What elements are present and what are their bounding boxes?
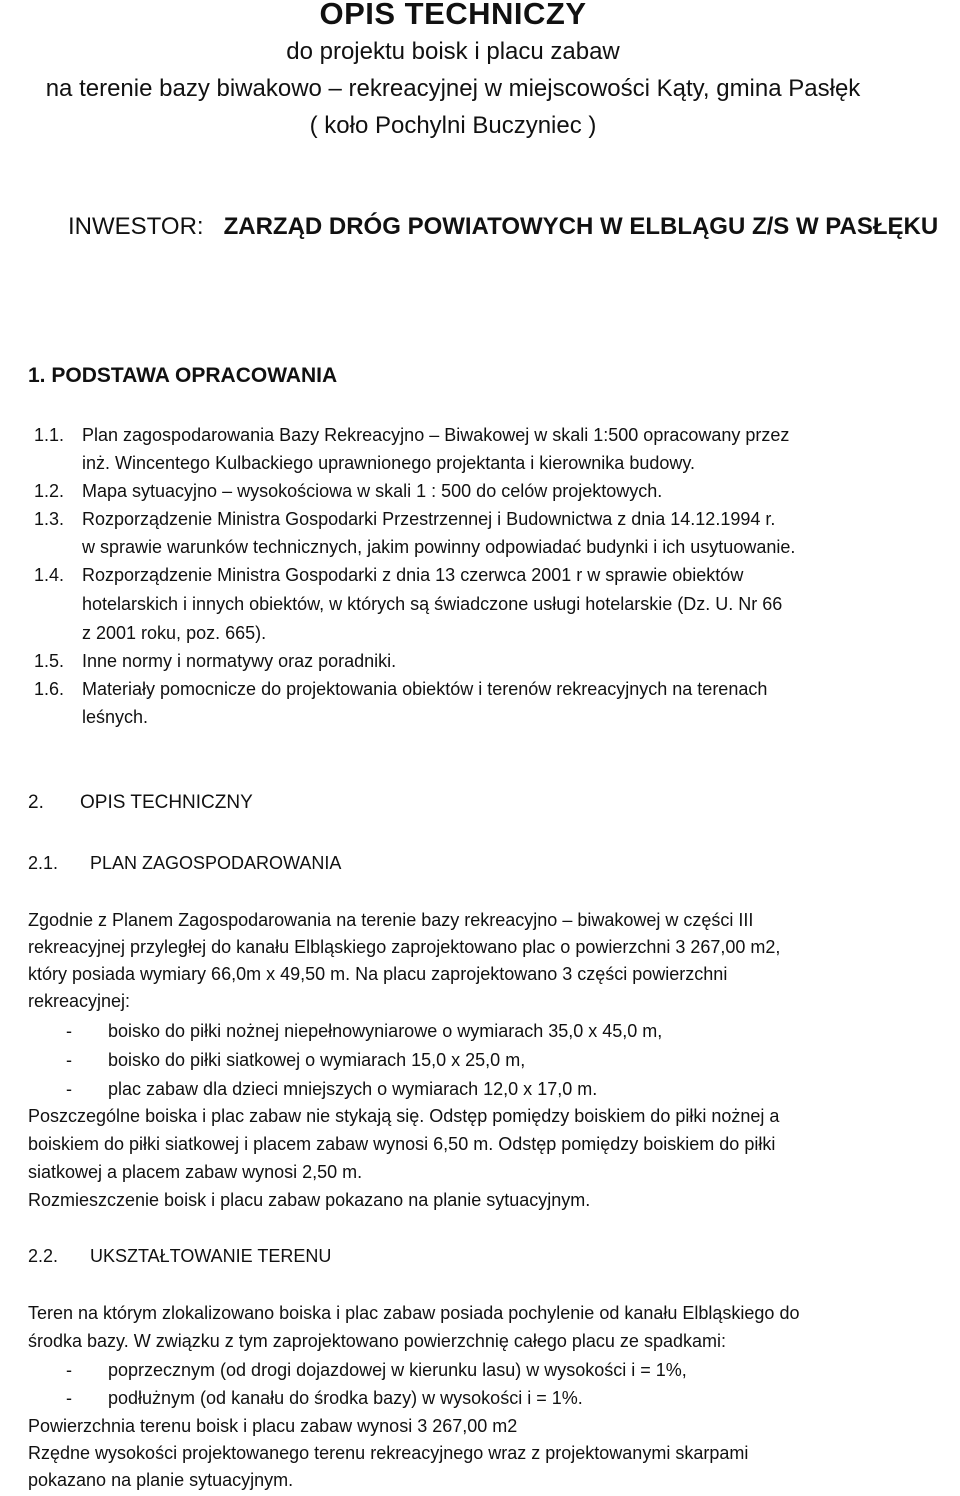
paragraph-line: pokazano na planie sytuacyjnym. — [28, 1470, 294, 1490]
section-1-heading: 1. PODSTAWA OPRACOWANIA — [28, 364, 338, 387]
investor-line — [68, 213, 938, 241]
bullet-item: boisko do piłki siatkowej o wymiarach 15,0 x 25,0 m, — [108, 1050, 526, 1070]
subtitle-line-3: ( koło Pochylni Buczyniec ) — [309, 112, 597, 139]
paragraph-line: środka bazy. W związku z tym zaprojektowano powierzchnię całego placu ze spadkami: — [28, 1331, 726, 1351]
item-1-1-line-1: Plan zagospodarowania Bazy Rekreacyjno – Biwakowej w skali 1:500 opracowany przez — [82, 425, 790, 445]
item-1-5-line-1: Inne normy i normatywy oraz poradniki. — [82, 651, 397, 671]
item-1-6-line-1: Materiały pomocnicze do projektowania obiektów i terenów rekreacyjnych na terenach — [82, 679, 768, 699]
bullet-item: boisko do piłki nożnej niepełnowyniarowe o wymiarach 35,0 x 45,0 m, — [108, 1021, 663, 1041]
bullet-dash: - — [66, 1050, 72, 1070]
item-1-4-line-1: Rozporządzenie Ministra Gospodarki z dnia 13 czerwca 2001 r w sprawie obiektów — [82, 565, 744, 585]
subtitle-line-2: na terenie bazy biwakowo – rekreacyjnej w miejscowości Kąty, gmina Pasłęk — [45, 75, 861, 102]
item-1-4-line-2: hotelarskich i innych obiektów, w których są świadczone usługi hotelarskie (Dz. U. Nr 66 — [82, 594, 783, 614]
document-title: OPIS TECHNICZY — [319, 0, 587, 31]
item-1-4-line-3: z 2001 roku, poz. 665). — [82, 623, 267, 643]
paragraph-line: Rozmieszczenie boisk i placu zabaw pokazano na planie sytuacyjnym. — [28, 1190, 591, 1210]
item-1-1-line-2: inż. Wincentego Kulbackiego uprawnionego projektanta i kierownika budowy. — [82, 453, 696, 473]
bullet-item: plac zabaw dla dzieci mniejszych o wymiarach 12,0 x 17,0 m. — [108, 1079, 598, 1099]
paragraph-line: Zgodnie z Planem Zagospodarowania na terenie bazy rekreacyjno – biwakowej w części III — [28, 910, 754, 930]
bullet-dash: - — [66, 1360, 72, 1380]
investor-label: INWESTOR: — [68, 213, 204, 240]
item-1-1-number: 1.1. — [34, 425, 65, 445]
bullet-dash: - — [66, 1021, 72, 1041]
item-1-3-line-1: Rozporządzenie Ministra Gospodarki Przestrzennej i Budownictwa z dnia 14.12.1994 r. — [82, 509, 776, 529]
subsection-2-2-number: 2.2. — [28, 1246, 59, 1266]
subsection-2-1-title: PLAN ZAGOSPODAROWANIA — [90, 853, 342, 873]
bullet-item: podłużnym (od kanału do środka bazy) w wysokości i = 1%. — [108, 1388, 583, 1408]
bullet-item: poprzecznym (od drogi dojazdowej w kierunku lasu) w wysokości i = 1%, — [108, 1360, 687, 1380]
paragraph-line: Powierzchnia terenu boisk i placu zabaw wynosi 3 267,00 m2 — [28, 1416, 518, 1436]
item-1-2-number: 1.2. — [34, 481, 65, 501]
item-1-2-line-1: Mapa sytuacyjno – wysokościowa w skali 1 : 500 do celów projektowych. — [82, 481, 663, 501]
bullet-dash: - — [66, 1388, 72, 1408]
item-1-3-line-2: w sprawie warunków technicznych, jakim powinny odpowiadać budynki i ich usytuowanie. — [82, 537, 796, 557]
paragraph-line: rekreacyjnej: — [28, 991, 131, 1011]
item-1-6-number: 1.6. — [34, 679, 65, 699]
subtitle-line-1: do projektu boisk i placu zabaw — [286, 38, 620, 65]
item-1-5-number: 1.5. — [34, 651, 65, 671]
subsection-2-1-number: 2.1. — [28, 853, 59, 873]
item-1-6-line-2: leśnych. — [82, 707, 149, 727]
paragraph-line: Poszczególne boiska i plac zabaw nie stykają się. Odstęp pomiędzy boiskiem do piłki nożnej a — [28, 1106, 780, 1126]
paragraph-line: który posiada wymiary 66,0m x 49,50 m. Na placu zaprojektowano 3 części powierzchni — [28, 964, 728, 984]
paragraph-line: Teren na którym zlokalizowano boiska i plac zabaw posiada pochylenie od kanału Elbląskiego do — [28, 1303, 800, 1323]
paragraph-line: Rzędne wysokości projektowanego terenu rekreacyjnego wraz z projektowanymi skarpami — [28, 1443, 749, 1463]
bullet-dash: - — [66, 1079, 72, 1099]
investor-name: ZARZĄD DRÓG POWIATOWYCH W ELBLĄGU Z/S W PASŁĘKU — [223, 213, 939, 240]
subsection-2-2-title: UKSZTAŁTOWANIE TERENU — [90, 1246, 332, 1266]
paragraph-line: boiskiem do piłki siatkowej i placem zabaw wynosi 6,50 m. Odstęp pomiędzy boiskiem do piłki — [28, 1134, 776, 1154]
section-2-number: 2. — [28, 792, 44, 813]
paragraph-line: siatkowej a placem zabaw wynosi 2,50 m. — [28, 1162, 363, 1182]
item-1-3-number: 1.3. — [34, 509, 65, 529]
section-2-heading: OPIS TECHNICZNY — [80, 792, 253, 813]
paragraph-line: rekreacyjnej przyległej do kanału Elbląskiego zaprojektowano plac o powierzchni 3 267,00 m2, — [28, 937, 781, 957]
item-1-4-number: 1.4. — [34, 565, 65, 585]
